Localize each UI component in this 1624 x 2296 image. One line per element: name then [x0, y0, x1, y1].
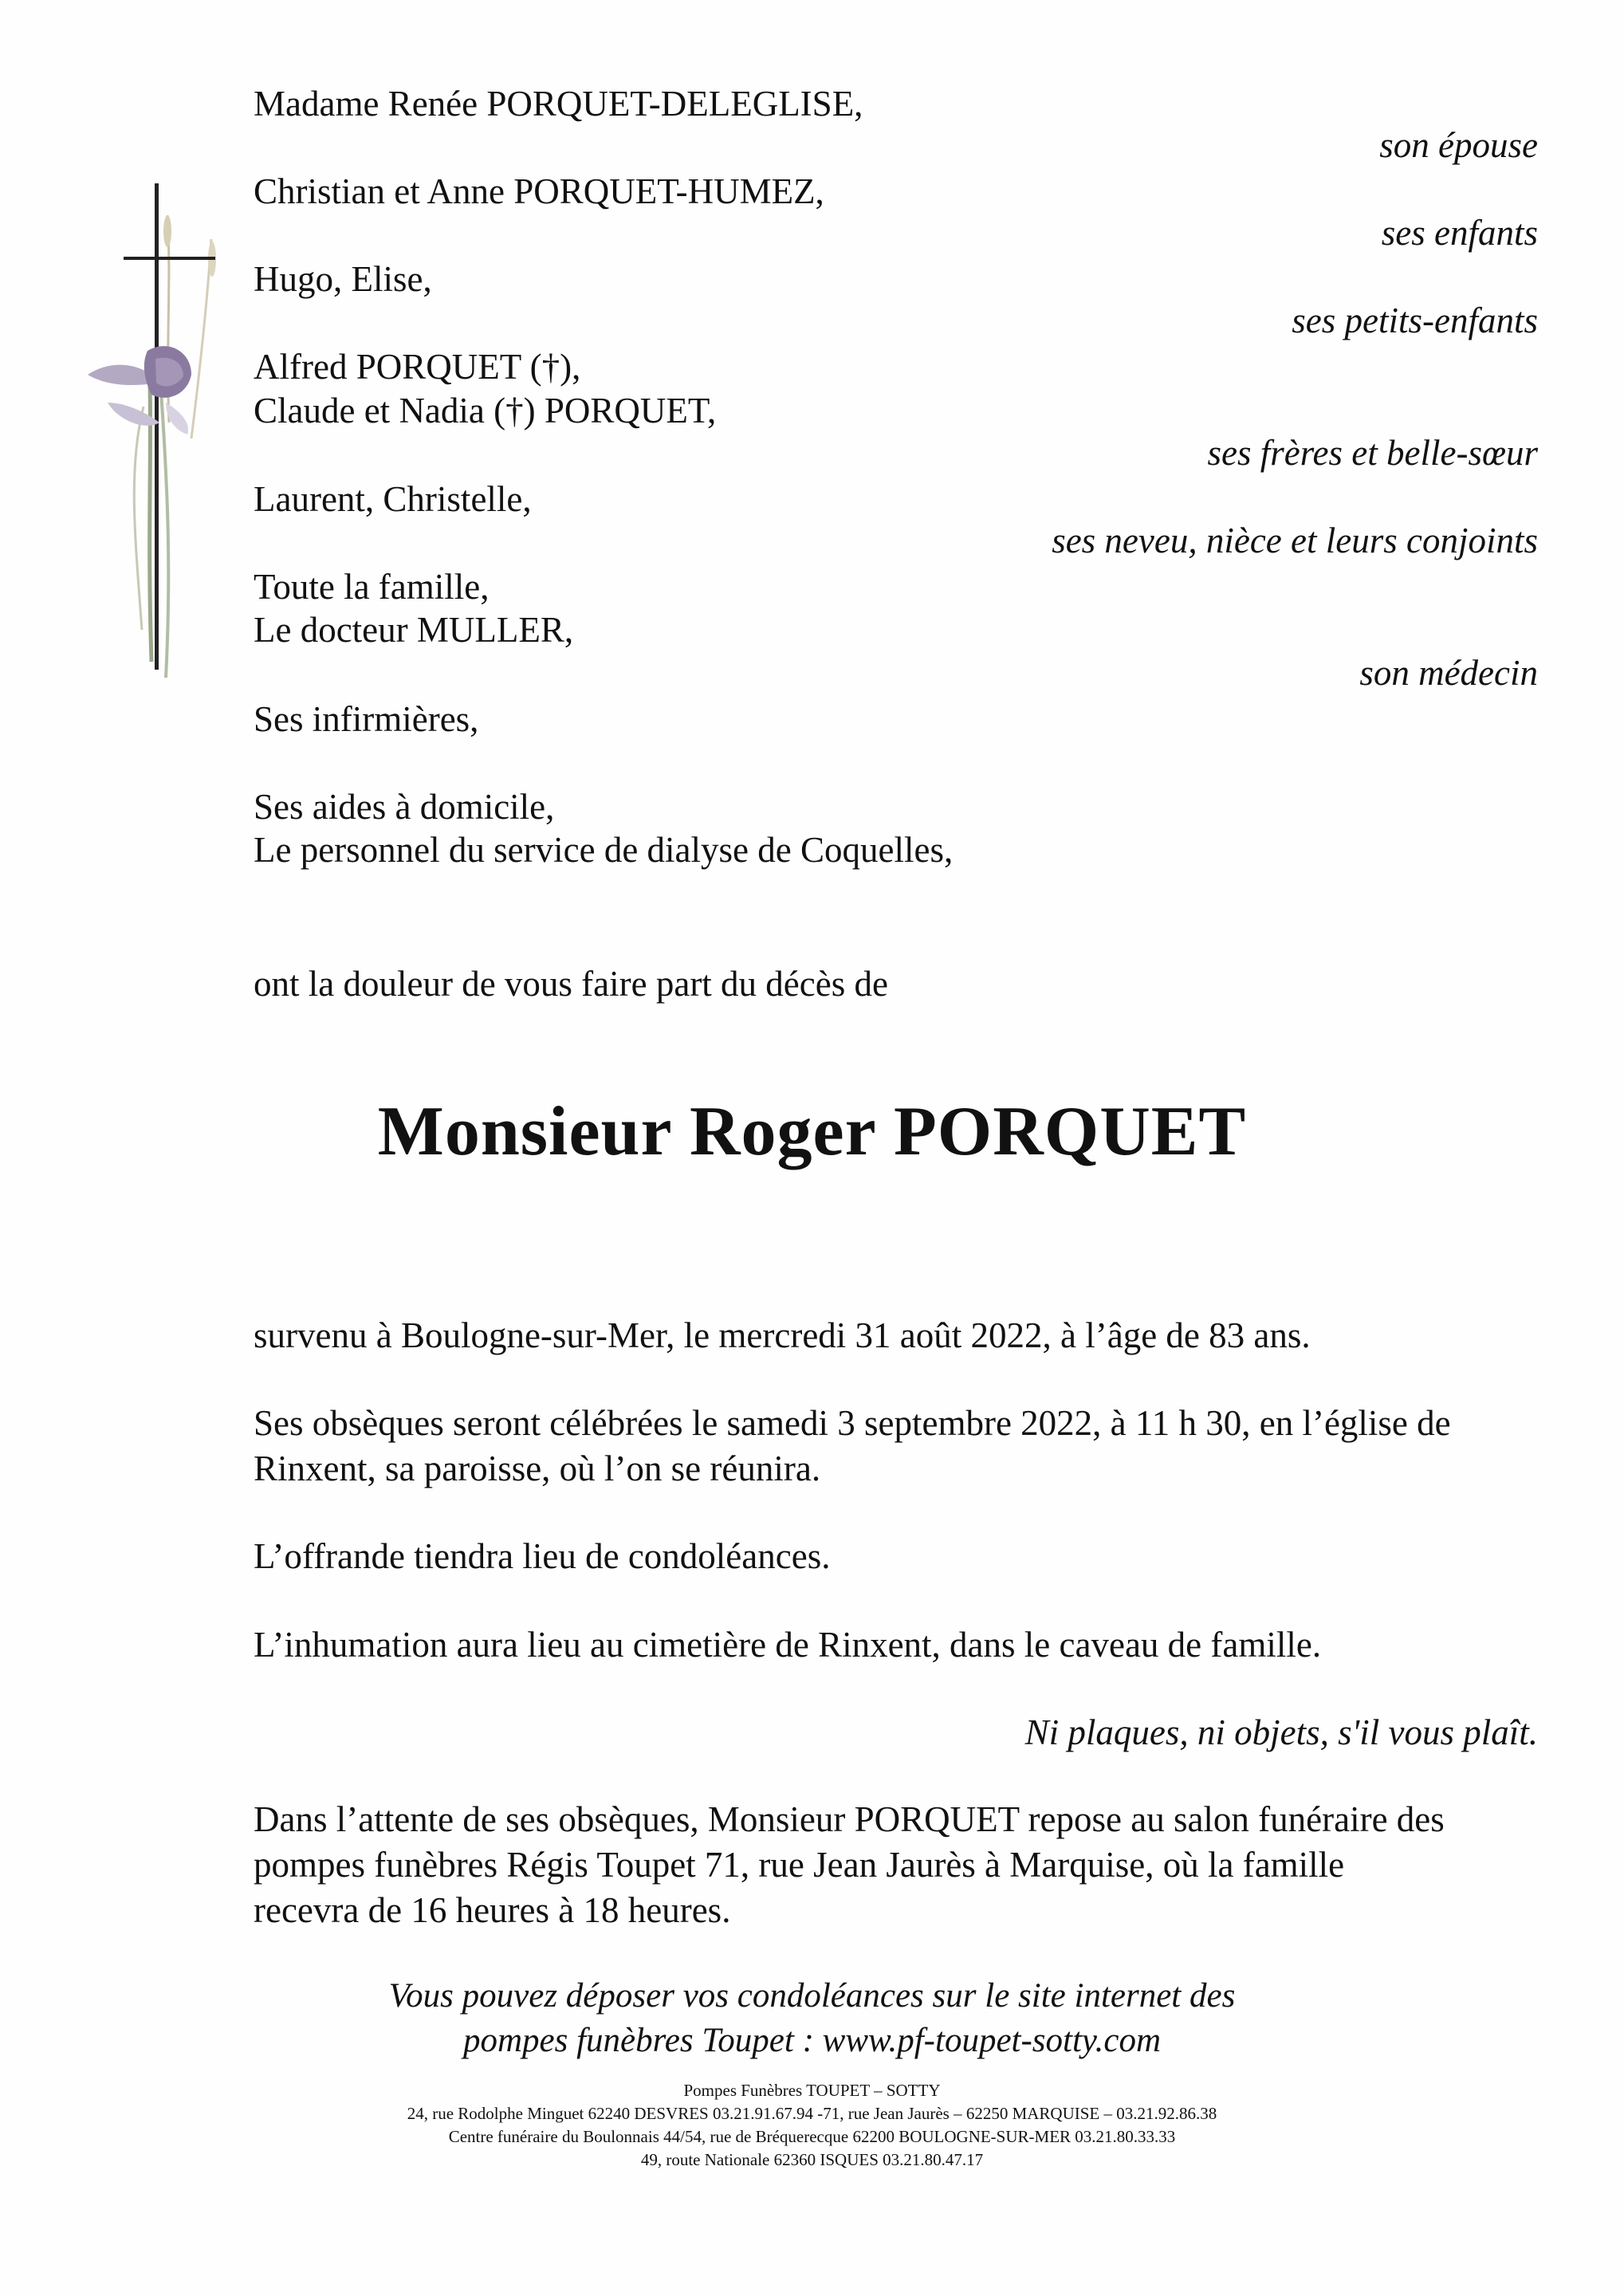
family-name-1: Madame Renée PORQUET-DELEGLISE, — [254, 84, 863, 124]
family-name-7: Ses infirmières, — [254, 699, 479, 739]
family-name-4b: Claude et Nadia (†) PORQUET, — [254, 391, 717, 431]
condolences-line-1: Vous pouvez déposer vos condoléances sur le site internet des — [388, 1977, 1236, 2015]
family-name-8b: Le personnel du service de dialyse de Coquelles, — [254, 830, 954, 870]
rest-line-1: Dans l’attente de ses obsèques, Monsieur PORQUET repose au salon funéraire des — [254, 1799, 1445, 1839]
family-relation-2: ses enfants — [1381, 213, 1538, 253]
family-name-2: Christian et Anne PORQUET-HUMEZ, — [254, 171, 824, 211]
funeral-line-2: Rinxent, sa paroisse, où l’on se réunira. — [254, 1449, 821, 1488]
rest-line-3: recevra de 16 heures à 18 heures. — [254, 1890, 731, 1930]
announcement-text: ont la douleur de vous faire part du décès de — [254, 964, 888, 1004]
cross-flower-illustration — [72, 183, 255, 694]
family-relation-5: ses neveu, nièce et leurs conjoints — [1052, 521, 1538, 560]
family-name-6b: Le docteur MULLER, — [254, 610, 574, 650]
no-plaques-note: Ni plaques, ni objets, s'il vous plaît. — [1024, 1712, 1538, 1752]
family-relation-4: ses frères et belle-sœur — [1207, 433, 1538, 473]
footer-address-2: Centre funéraire du Boulonnais 44/54, rue de Bréquerecque 62200 BOULOGNE-SUR-MER 03.21.80.33.33 — [448, 2127, 1176, 2146]
family-name-5: Laurent, Christelle, — [254, 479, 532, 519]
footer-address-1: 24, rue Rodolphe Minguet 62240 DESVRES 03.21.91.67.94 -71, rue Jean Jaurès – 62250 MARQUISE – 03.21.92.86.38 — [407, 2104, 1217, 2123]
burial-paragraph: L’inhumation aura lieu au cimetière de Rinxent, dans le caveau de famille. — [254, 1625, 1322, 1665]
cross-horizontal — [124, 257, 215, 260]
family-relation-6: son médecin — [1359, 653, 1538, 693]
cross-vertical — [155, 183, 159, 670]
funeral-line-1: Ses obsèques seront célébrées le samedi 3 septembre 2022, à 11 h 30, en l’église de — [254, 1403, 1451, 1443]
deceased-name: Monsieur Roger PORQUET — [377, 1093, 1247, 1170]
family-name-3: Hugo, Elise, — [254, 259, 432, 299]
death-paragraph: survenu à Boulogne-sur-Mer, le mercredi 31 août 2022, à l’âge de 83 ans. — [254, 1315, 1311, 1355]
family-name-8: Ses aides à domicile, — [254, 787, 555, 827]
footer-company: Pompes Funèbres TOUPET – SOTTY — [683, 2081, 941, 2100]
rest-line-2: pompes funèbres Régis Toupet 71, rue Jean Jaurès à Marquise, où la famille — [254, 1845, 1345, 1885]
family-relation-3: ses petits-enfants — [1292, 301, 1538, 340]
offering-paragraph: L’offrande tiendra lieu de condoléances. — [254, 1536, 831, 1576]
family-relation-1: son épouse — [1379, 125, 1538, 165]
family-name-4: Alfred PORQUET (†), — [254, 347, 581, 387]
family-name-6: Toute la famille, — [254, 567, 490, 607]
condolences-line-2: pompes funèbres Toupet : www.pf-toupet-sotty.com — [462, 2022, 1162, 2059]
footer-address-3: 49, route Nationale 62360 ISQUES 03.21.80.47.17 — [640, 2150, 984, 2169]
